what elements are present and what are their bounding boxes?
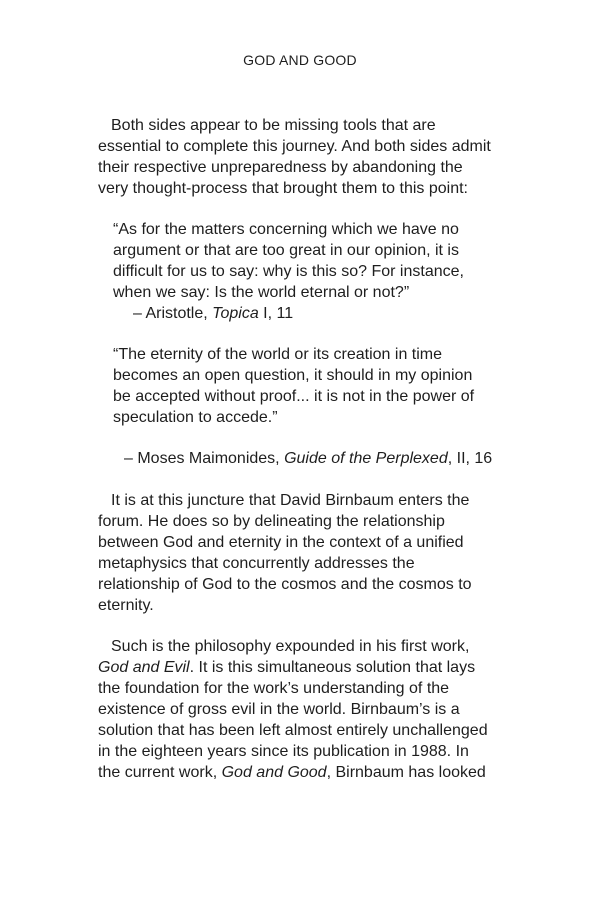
paragraph-line	[98, 115, 538, 136]
paragraph-line-text: , Birnbaum has looked	[326, 764, 486, 781]
paragraph-line	[98, 636, 538, 657]
book-title-god-and-good: God and Good	[221, 764, 327, 781]
paragraph-line-text: . It is this simultaneous solution that lays	[189, 659, 476, 676]
quote-attribution	[113, 303, 538, 324]
attribution-suffix: I, 11	[258, 305, 294, 322]
paragraph-line: their respective unpreparedness by abandoning the	[98, 159, 463, 176]
quote-line: becomes an open question, it should in my opinion	[113, 367, 473, 384]
attribution-work-title: Guide of the Perplexed	[284, 450, 448, 467]
paragraph-line-text: Such is the philosophy expounded in his first work,	[111, 638, 470, 655]
paragraph-line	[98, 762, 538, 783]
paragraph-line: very thought-process that brought them to this point:	[98, 180, 468, 197]
paragraph-line	[98, 490, 538, 511]
paragraph-line-text: Both sides appear to be missing tools that are	[111, 117, 436, 134]
quote-line: when we say: Is the world eternal or not?”	[113, 284, 410, 301]
attribution-prefix: – Aristotle,	[133, 305, 213, 322]
paragraph-line: metaphysics that concurrently addresses the	[98, 555, 415, 572]
paragraph-line: relationship of God to the cosmos and the cosmos to	[98, 576, 472, 593]
block-quote-aristotle	[113, 219, 538, 324]
paragraph-line	[98, 657, 538, 678]
paragraph-2	[98, 490, 538, 616]
quote-line: difficult for us to say: why is this so? For instance,	[113, 263, 464, 280]
paragraph-line: the foundation for the work’s understanding of the	[98, 680, 450, 697]
attribution-work-title: Topica	[212, 305, 259, 322]
paragraph-line: in the eighteen years since its publication in 1988. In	[98, 743, 469, 760]
paragraph-line: eternity.	[98, 597, 154, 614]
paragraph-line: existence of gross evil in the world. Birnbaum’s is a	[98, 701, 460, 718]
paragraph-3	[98, 636, 538, 783]
paragraph-line-text: the current work,	[98, 764, 222, 781]
paragraph-line-text: It is at this juncture that David Birnbaum enters the	[111, 492, 470, 509]
running-head-title: GOD AND GOOD	[243, 52, 357, 68]
paragraph-line: essential to complete this journey. And both sides admit	[98, 138, 491, 155]
quote-attribution	[98, 448, 538, 469]
quote-line: argument or that are too great in our opinion, it is	[113, 242, 459, 259]
book-title-god-and-evil: God and Evil	[98, 659, 190, 676]
paragraph-line: solution that has been left almost entirely unchallenged	[98, 722, 488, 739]
quote-line: be accepted without proof... it is not in the power of	[113, 388, 475, 405]
paragraph-line: forum. He does so by delineating the relationship	[98, 513, 445, 530]
paragraph-1	[98, 115, 538, 199]
paragraph-line: between God and eternity in the context of a unified	[98, 534, 464, 551]
block-quote-maimonides	[113, 344, 538, 428]
quote-line: “As for the matters concerning which we have no	[113, 221, 459, 238]
quote-line: speculation to accede.”	[113, 409, 278, 426]
quote-line: “The eternity of the world or its creation in time	[113, 346, 443, 363]
body-text	[98, 115, 538, 803]
attribution-prefix: – Moses Maimonides,	[124, 450, 285, 467]
attribution-suffix: , II, 16	[447, 450, 493, 467]
